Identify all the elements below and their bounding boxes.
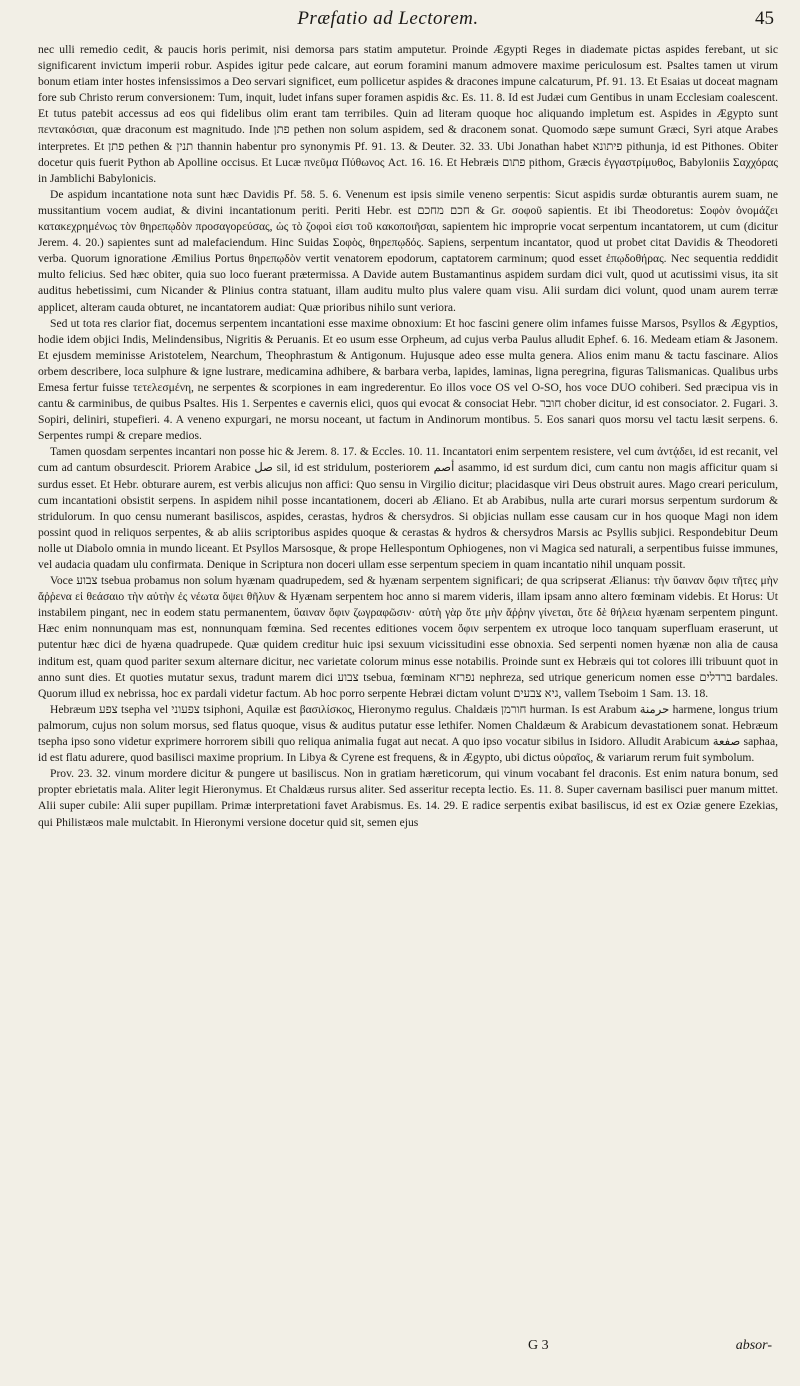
body-text [38,42,778,1332]
paragraph: Hebræum צפע tsepha vel צפעוני tsiphoni, Aquilæ est βασιλίσκος, Hieronymo regulus. Chaldæis חורמן hurman. Is est Arabum حرمنة harmene, longus trium palmorum, cujus non solum morsus, sed flatus quoque, visus & auditus putatur esse lethifer. Nomen Chaldæum & Arabicum devastationem sonat. Hebræum tsepha ipso sono videtur exprimere horrorem sibili quo reliqua animalia fugat aut necat. A quo ipso vocatur sibilus in Isidoro. Alludit Arabicum صفعة saphaa, id est flatu adurere, quod basilisci maxime proprium. In Libya & Cyrene est frequens, & in Ægypto, ubi dictus οὐραῖος, & variarum rerum fuit symbolum. [38,702,778,765]
page-footer [38,1338,778,1362]
catchword: absor- [735,1338,772,1353]
paragraph: Tamen quosdam serpentes incantari non posse hic & Jerem. 8. 17. & Eccles. 10. 11. Incantatori enim serpentem resistere, vel cum ἀντᾴδει, id est recanit, vel cum ad cantum obsurdescit. Priorem Arabice صل sil, id est stridulum, posteriorem أصم asammo, id est surdum dici, cum cantu non magis afficitur quam si surdus esset. Et Hebr. obturare aurem, est verbis alicujus non affici: Quo sensu in Virgilio dicitur; placidasque viri Deus obstruit aures. Mago creari periculum, cum incantationi obsistit serpens. In aspidem nihil posse incantationem, doceri ab Æliano. Et ab Arabibus, nulla arte curari morsus serpentum surdorum & stridulorum. In quo censu numerant basiliscos, aspides, cerastas, hydros & chersydros. Si objicias nullam esse causam cur in hos quoque Magi non idem possint quod in reliquos serpentes, & ab aliis scriptoribus aspides quoque & cerastas & hydros & chersydros Marsis ac Psyllis subjici. Respondebitur Deum nolle ut Diabolo omnia in mundo liceant. Et Psyllos Marsosque, & prope Hellespontum Ophiogenes, non vi Magica sed naturali, a serpentibus fuisse immunes, vel audacia quadam ulu confirmata. Denique in Scriptura non doceri ullam esse serpentum speciem in quam incantatio nihil unquam possit. [38,445,778,571]
book-page [38,0,778,1386]
paragraph: Sed ut tota res clarior fiat, docemus serpentem incantationi esse maxime obnoxium: Et hoc fascini genere olim infames fuisse Marsos, Psyllos & Ægyptios, hodie idem objici Indis, Melindensibus, Nigritis & Peruanis. Et eo usum esse Orpheum, ad cujus verba Paulus alludit Ephef. 6. 16. Medeam etiam & Jasonem. Et ejusdem meminisse Aristotelem, Nearchum, Theophrastum & Antigonum. Hujusque adeo esse multa genera. Alios enim manu & tactu fascinare. Alios orbem describere, loca sulphure & igne lustrare, medicamina adhibere, & barbara verba, lapides, laminas, ligna peregrina, figuras Talismanicas. Qualibus urbs Emesa fertur fuisse τετελεσμένη, ne serpentes & scorpiones in eam ingrederentur. Eo illos voce OS vel O-SO, hos voce DUO cohiberi. Sed præcipua vis in cantu & carminibus, de quibus Psaltes. His 1. Serpentes e cavernis elici, quos qui evocat & consociat Hebr. חובר chober dicitur, id est consociator. 2. Fugari. 3. Sopiri, deliniri, stupefieri. 4. A veneno expurgari, ne morsu noceant, ut factum in Andinorum montibus. 5. Eos sanari quos morsu vel tactu læsit serpens. 6. Serpentes rumpi & crepare medios. [38,316,778,443]
paragraph: De aspidum incantatione nota sunt hæc Davidis Pf. 58. 5. 6. Venenum est ipsis simile veneno serpentis: Sicut aspidis surdæ obturantis aurem suam, ne mussitantium vocem audiat, & divini incantationum periti. Periti Hebr. est חכם מחכם & Gr. σοφοῦ sapientis. Et ibi Theodoretus: Σοφὸν ὀνομάζει κατακεχρημένως τὸν θηρεπῳδὸν προσαγορεύσας, ὡς τὸ ζοφοὶ εἰσι τοῦ κακοποιῆσαι, sapientem hic improprie vocat serpentum incantatorem, ut cum (dicitur Jerem. 4. 20.) sapientes sunt ad malefaciendum. Hinc Suidas Σοφὸς, θηρεπῳδός. Sapiens, serpentum incantator, quod ut probet citat Davidis & Theodoreti verba. Quorum ignoratione Æmilius Portus θηρεπῳδὸν vertit venatorem epodorum, captatorem carminum; quod esset ἐπῳδοθήρας. Nec sequentia reddidit multo felicius. Sed hæc obiter, quia suo loco fuerant prætermissa. A Davide autem Bustamantinus aspidem surdam dici vult, quod ut acutissimi visus, ita sit auditus hebetissimi, cum Nicander & Plinius contra statuant, illam auditu multo plus valere quam visu. Alii surdam dici volunt, quod unam aurem terræ applicet, alteram cauda obturet, ne incantatorem audiat: Quæ prioribus nihilo sunt veriora. [38,187,778,314]
page-number: 45 [755,8,774,29]
paragraph: Voce צבוע tsebua probamus non solum hyænam quadrupedem, sed & hyænam serpentem significari; de qua scripserat Ælianus: τὴν ὕαιναν ὄφιν τῆτες μὴν ἄῤῥενα εἰ θεάσαιο τὴν αὐτὴν ἐς νέωτα ὄψει θῆλυν & Hyænam serpentem hoc anno si marem videris, illam ipsam anno altero fœminam videbis. Et Horus: Ut instabilem pingant, nec in eodem statu permanentem, ὕαιναν ὄφιν ζωγραφῶσιν· αὐτὴ γὰρ ὅτε μὴν ἄῤῥην γίνεται, ὅτε δὲ θήλεια hyænam serpentem pingunt. Hæc enim nonnunquam mas est, nonnunquam fœmina. Sed recentes editiones vocem ὄφιν serpentem ex utroque loco tanquam superfluam eraserunt, ut putentur hæc dici de hyæna quadrupede. Quæ quidem creditur huic ipsi sexuum vicissitudini esse obnoxia. Sed serpenti nomen hyænæ non alia de causa inditum est, quam quod pariter sexum alternare dicitur, nec varietate colorum minus esse notabilis. Proinde sunt ex Hebræis qui tot colores illi tribuunt quot in anno sunt dies. Et quoties mutatur sexus, tradunt marem dici צבוע tsebua, fœminam נפרזא nephreza, sed utrique genericum nomen esse ברדלים bardales. Quorum illud ex nebrissa, hoc ex pardali videtur factum. Ab hoc porro serpente Hebræi dictam volunt גיא צבעים, vallem Tseboim 1 Sam. 13. 18. [38,574,778,700]
running-head: Præfatio ad Lectorem. [297,8,479,29]
paragraph: Prov. 23. 32. vinum mordere dicitur & pungere ut basiliscus. Non in gratiam hæreticorum, qui vinum vocabant fel draconis. Est enim natura bonum, sed propter ebrietatis mala. Aliter legit Hieronymus. Et Chaldæus rursus aliter. Sed asseritur recepta lectio. Es. 11. 8. Super cavernam basilisci puer manum mittet. Alii super cubile: Alii super pupillam. Primæ interpretationi favet Arabismus. Es. 14. 29. E radice serpentis exibat basiliscus, id est ex Oziæ genere Ezekias, qui Philistæos male mulctabit. In Hieronymi versione docetur quid sit, semen ejus [38,767,778,829]
paragraph: nec ulli remedio cedit, & paucis horis perimit, nisi demorsa pars statim amputetur. Proinde Ægypti Reges in diademate pictas aspides ferebant, ut sic significarent invictum imperii robur. Aspides igitur pede calcare, aut eorum foramini manum admovere maxime periculosum est. Psaltes tamen ut virum bonum etiam inter hostes infensissimos a Deo servari significet, eum pollicetur aspides & dracones impune calcaturum, Pf. 91. 13. Et Esaias ut doceat magnam fore sub Christo rerum conversionem: Tum, inquit, ludet infans super foramen aspidis &c. Es. 11. 8. Id est Judæi cum Gentibus in unam Ecclesiam coalescent. Et tutus patebit accessus ad eos qui fidelibus olim erant tam terribiles. Quin ad literam quoque hoc aliquando impletum est. Aspides in Ægypto sunt πεντακόσιαι, quæ draconum est magnitudo. Inde פתן pethen non solum aspidem, sed & draconem sonat. Quomodo sæpe sumunt Græci, Syri atque Arabes interpretes. Et פתן pethen & תנין thannin habentur pro synonymis Pf. 91. 13. & Deuter. 32. 33. Ubi Jonathan habet פיתונא pithunja, id est Pithones. Obiter docetur quis fuerit Python ab Apolline occisus. Et Lucæ πνεῦμα Πύθωνος Act. 16. 16. Et Hebræis פתום pithom, Græcis ἐγγαστρίμυθος, Babyloniis Σαχχόρας in Jamblichi Babylonicis. [38,43,778,185]
page-header [38,6,778,36]
signature-mark: G 3 [528,1338,549,1353]
